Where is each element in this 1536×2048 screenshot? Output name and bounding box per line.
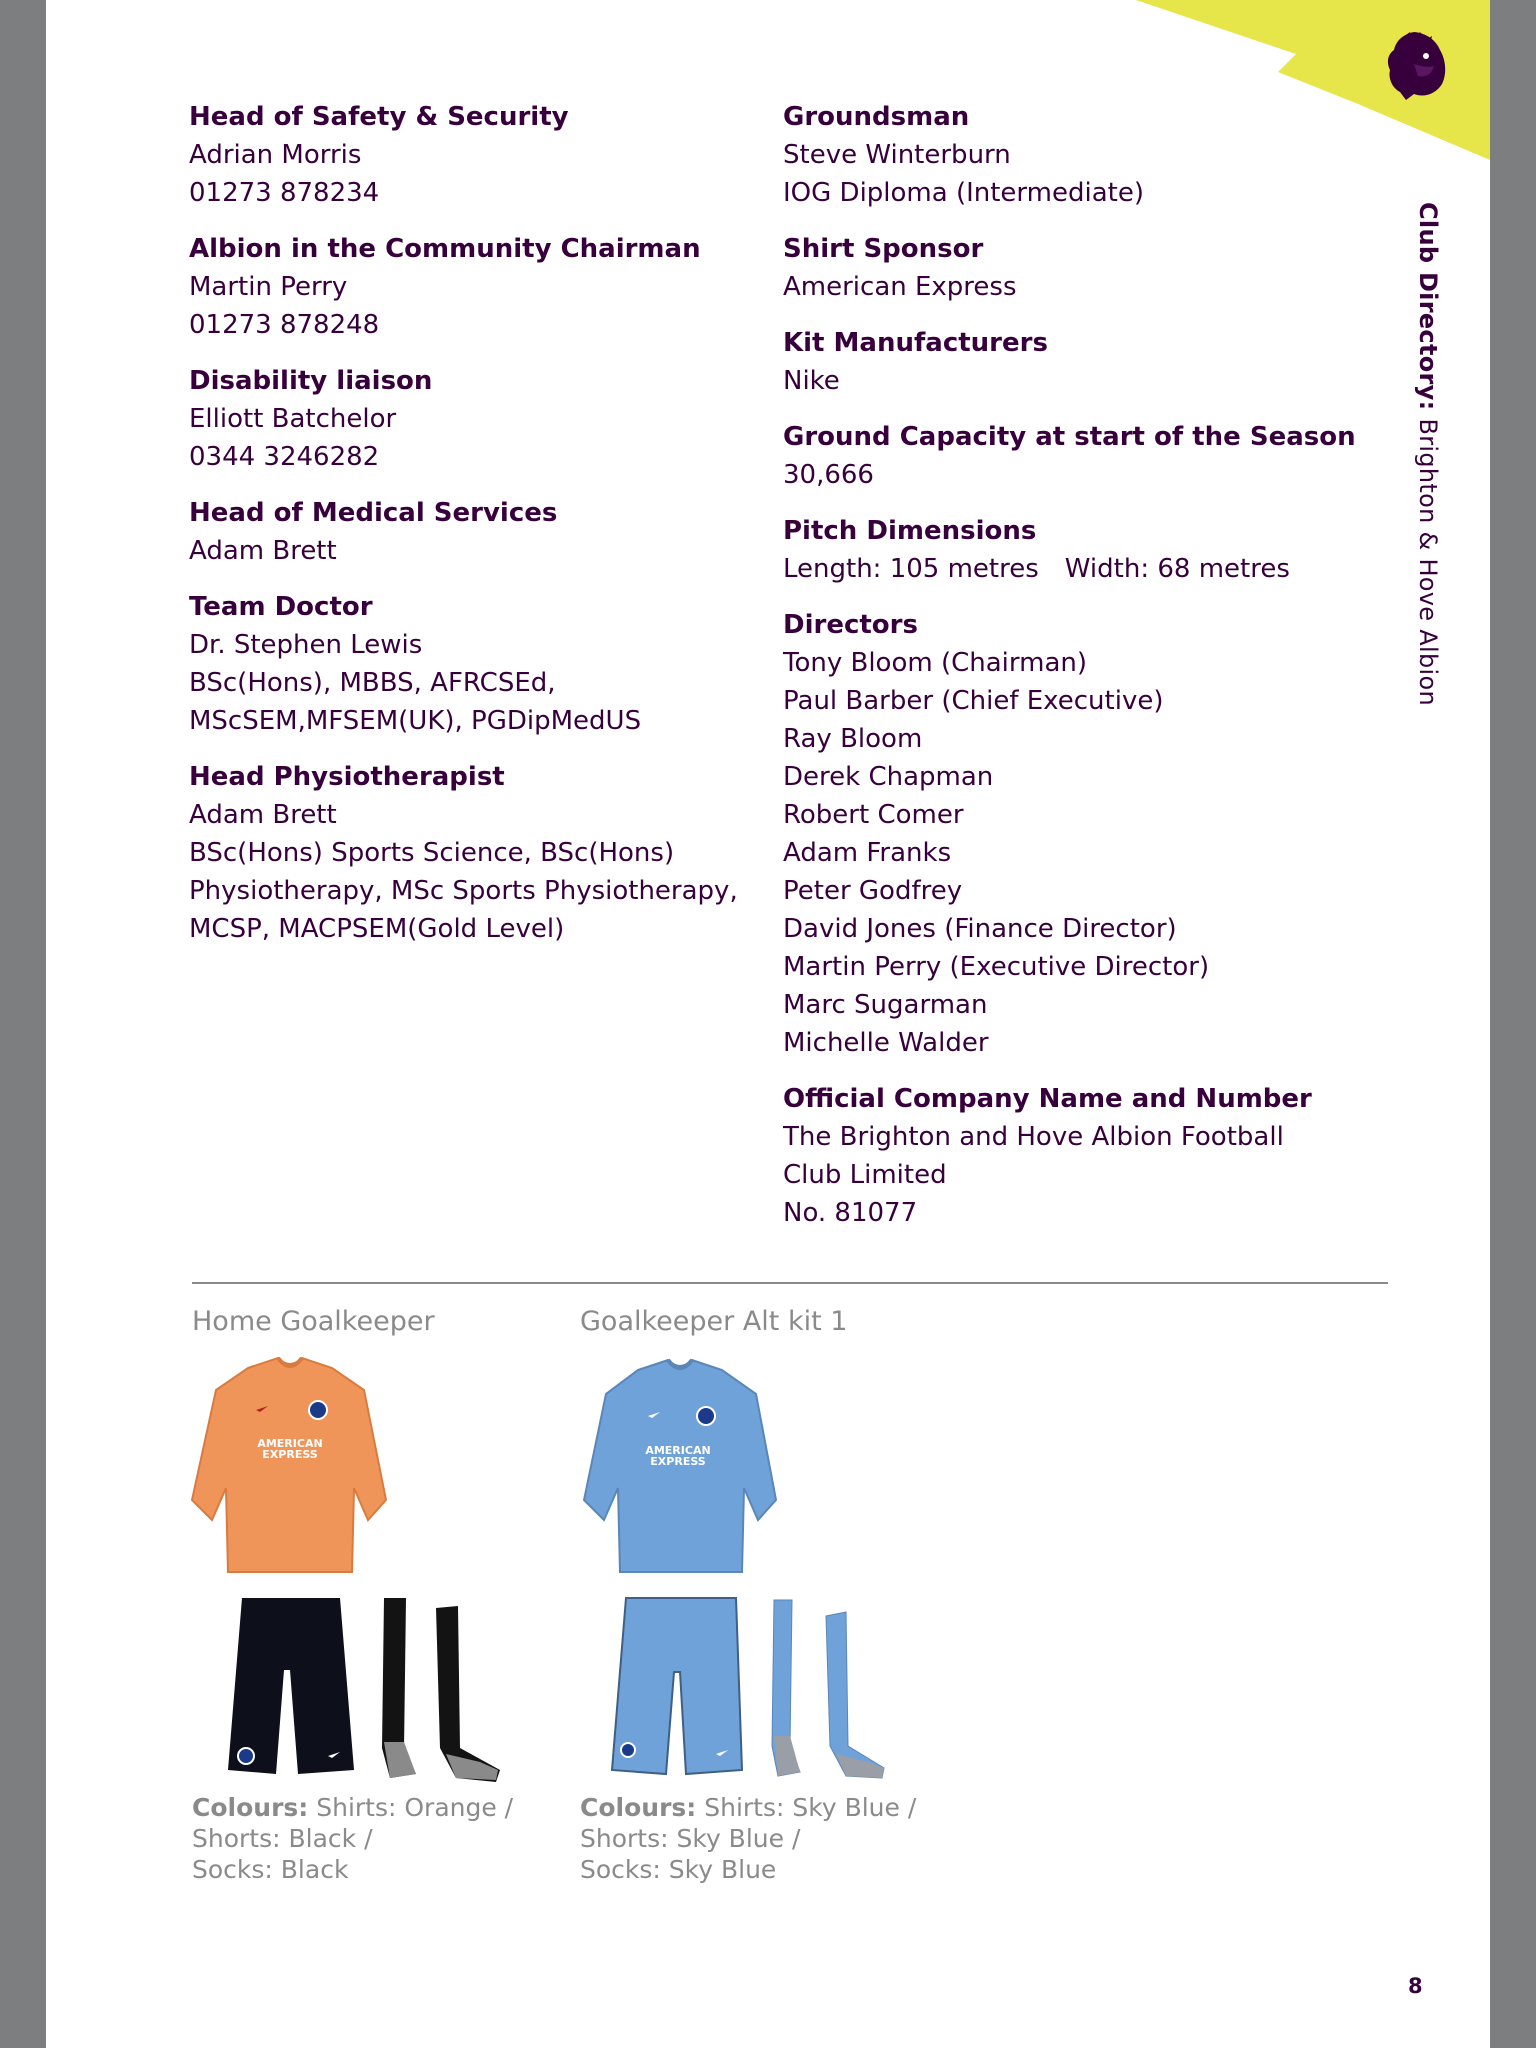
shorts-icon — [612, 1598, 742, 1774]
premier-league-lion-icon — [1384, 30, 1448, 102]
entry-line: BSc(Hons), MBBS, AFRCSEd, — [189, 668, 556, 698]
shirt-icon — [584, 1360, 776, 1572]
colours-label: Colours: — [192, 1793, 309, 1822]
directory-entry — [189, 758, 769, 948]
entry-line: IOG Diploma (Intermediate) — [783, 178, 1144, 208]
entry-line: Martin Perry — [189, 272, 348, 302]
socks-icon — [382, 1598, 500, 1782]
goalkeeper-kit-illustration — [556, 1350, 916, 1782]
entry-heading: Disability liaison — [189, 366, 433, 396]
side-title-bold: Club Directory: — [1414, 202, 1442, 411]
entry-line: No. 81077 — [783, 1198, 918, 1228]
entry-heading: Directors — [783, 610, 918, 640]
kit-colours — [580, 1792, 980, 1885]
entry-heading: Official Company Name and Number — [783, 1084, 1312, 1114]
director-name: Tony Bloom (Chairman) — [783, 648, 1088, 678]
company-entry — [783, 1080, 1403, 1232]
entry-line: 30,666 — [783, 460, 874, 490]
entry-line: Elliott Batchelor — [189, 404, 397, 434]
entry-line: 01273 878248 — [189, 310, 380, 340]
entry-line — [783, 550, 1403, 588]
entry-heading: Groundsman — [783, 102, 970, 132]
colours-line: Shirts: Sky Blue / — [704, 1793, 917, 1822]
shirt-sponsor-entry — [783, 230, 1403, 306]
colours-line: Shirts: Orange / — [316, 1793, 514, 1822]
ground-capacity-entry — [783, 418, 1403, 494]
entry-line: The Brighton and Hove Albion Football — [783, 1122, 1284, 1152]
director-name: Robert Comer — [783, 800, 964, 830]
entry-line: 01273 878234 — [189, 178, 380, 208]
pitch-length: Length: 105 metres — [783, 554, 1039, 584]
directory-entry — [189, 98, 769, 212]
entry-heading: Kit Manufacturers — [783, 328, 1048, 358]
kit-goalkeeper-alt — [580, 1302, 980, 1884]
colours-label: Colours: — [580, 1793, 697, 1822]
director-name: Ray Bloom — [783, 724, 923, 754]
director-name: Martin Perry (Executive Director) — [783, 952, 1210, 982]
kit-title: Goalkeeper Alt kit 1 — [580, 1306, 848, 1337]
colours-line: Socks: Sky Blue — [580, 1855, 777, 1884]
entry-line: American Express — [783, 272, 1017, 302]
entry-heading: Ground Capacity at start of the Season — [783, 422, 1356, 452]
side-title — [1414, 202, 1442, 706]
entry-line: BSc(Hons) Sports Science, BSc(Hons) — [189, 838, 675, 868]
shorts-icon — [228, 1598, 354, 1774]
director-name: Marc Sugarman — [783, 990, 988, 1020]
directory-entry — [189, 494, 769, 570]
goalkeeper-kit-illustration — [168, 1350, 528, 1782]
entry-heading: Head of Safety & Security — [189, 102, 569, 132]
kit-home-goalkeeper — [192, 1302, 592, 1884]
entry-line: Dr. Stephen Lewis — [189, 630, 423, 660]
left-column — [189, 98, 769, 966]
director-name: Paul Barber (Chief Executive) — [783, 686, 1164, 716]
kit-manufacturers-entry — [783, 324, 1403, 400]
entry-heading: Head Physiotherapist — [189, 762, 505, 792]
groundsman-entry — [783, 98, 1403, 212]
pitch-dimensions-entry — [783, 512, 1403, 588]
entry-line: Physiotherapy, MSc Sports Physiotherapy, — [189, 876, 738, 906]
pitch-width: Width: 68 metres — [1064, 554, 1290, 584]
kit-colours — [192, 1792, 592, 1885]
colours-line: Shorts: Black / — [192, 1824, 373, 1853]
entry-line: MScSEM,MFSEM(UK), PGDipMedUS — [189, 706, 642, 736]
director-name: Michelle Walder — [783, 1028, 989, 1058]
shirt-sponsor-text: AMERICAN — [645, 1444, 711, 1457]
entry-heading: Pitch Dimensions — [783, 516, 1037, 546]
kit-title: Home Goalkeeper — [192, 1306, 435, 1337]
section-divider — [192, 1282, 1388, 1284]
entry-line: MCSP, MACPSEM(Gold Level) — [189, 914, 565, 944]
entry-heading: Head of Medical Services — [189, 498, 558, 528]
shirt-icon — [192, 1358, 386, 1572]
director-name: Adam Franks — [783, 838, 952, 868]
socks-icon — [772, 1600, 884, 1778]
director-name: Peter Godfrey — [783, 876, 963, 906]
side-title-club: Brighton & Hove Albion — [1414, 418, 1442, 706]
page-number: 8 — [1408, 1974, 1423, 1998]
entry-line: Adrian Morris — [189, 140, 362, 170]
entry-heading: Shirt Sponsor — [783, 234, 984, 264]
director-name: Derek Chapman — [783, 762, 994, 792]
directory-entry — [189, 588, 769, 740]
colours-line: Socks: Black — [192, 1855, 349, 1884]
directory-entry — [189, 230, 769, 344]
shirt-sponsor-text: EXPRESS — [262, 1448, 318, 1461]
entry-line: Adam Brett — [189, 800, 337, 830]
directory-page — [46, 0, 1490, 2048]
entry-heading: Team Doctor — [189, 592, 373, 622]
colours-line: Shorts: Sky Blue / — [580, 1824, 801, 1853]
right-column — [783, 98, 1403, 1250]
entry-line: Steve Winterburn — [783, 140, 1011, 170]
director-name: David Jones (Finance Director) — [783, 914, 1177, 944]
entry-heading: Albion in the Community Chairman — [189, 234, 701, 264]
entry-line: Club Limited — [783, 1160, 947, 1190]
directory-entry — [189, 362, 769, 476]
shirt-sponsor-text: EXPRESS — [650, 1455, 706, 1468]
entry-line: Nike — [783, 366, 840, 396]
entry-line: 0344 3246282 — [189, 442, 380, 472]
entry-line: Adam Brett — [189, 536, 337, 566]
shirt-sponsor-text: AMERICAN — [257, 1437, 323, 1450]
directors-entry — [783, 606, 1403, 1062]
